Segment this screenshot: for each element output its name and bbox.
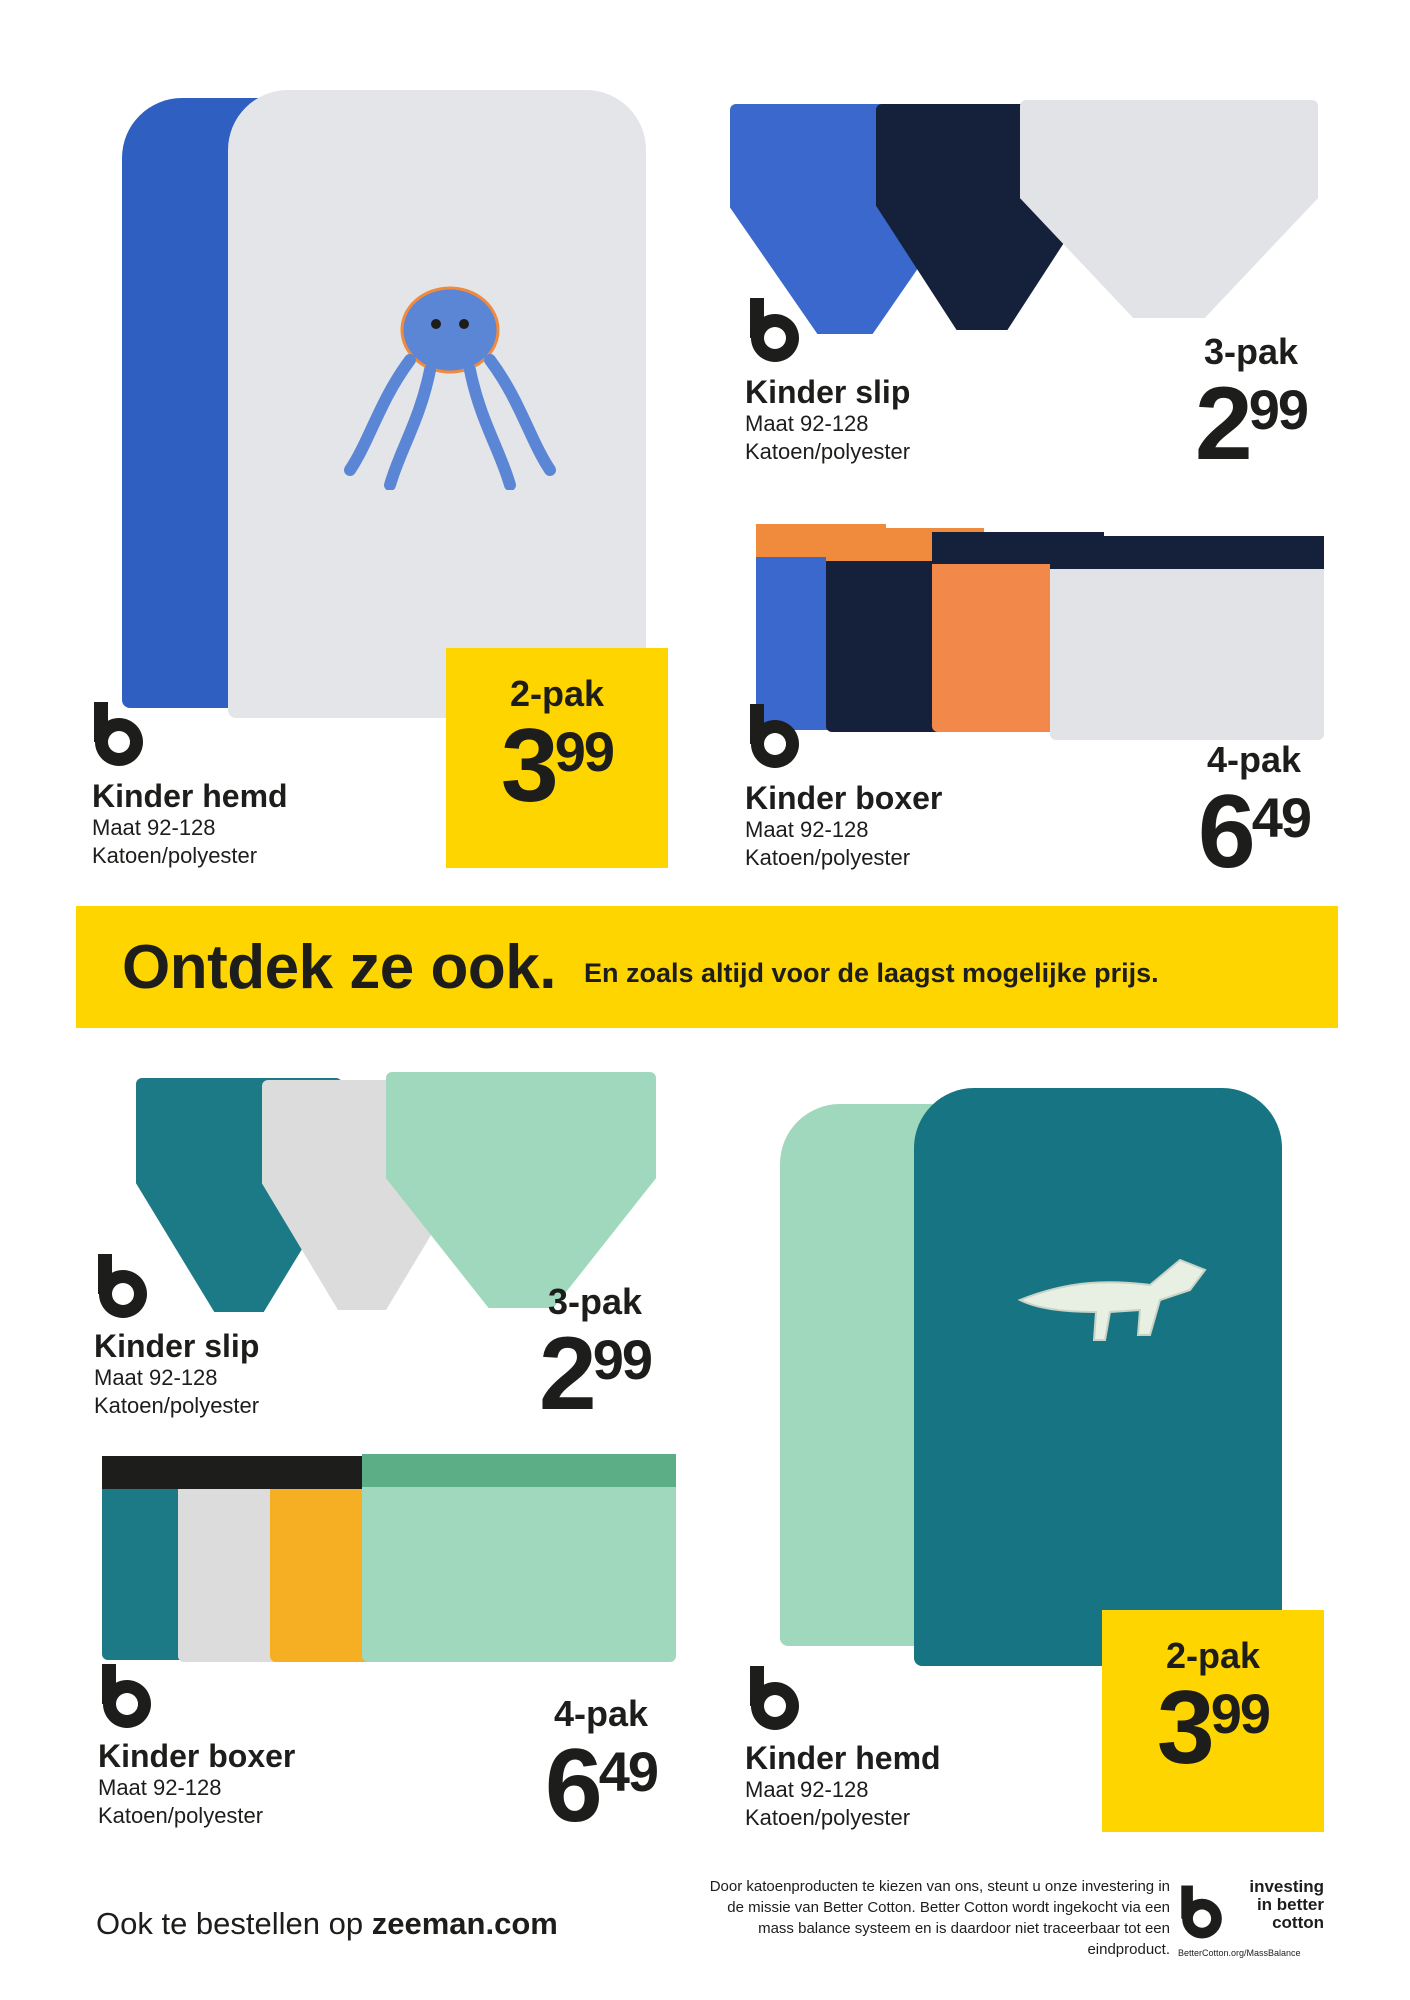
product-info-boxer-dino: [98, 1738, 295, 1830]
pack-size: 3-pak: [547, 1281, 643, 1322]
product-material: Katoen/polyester: [745, 439, 911, 464]
product-size: Maat 92-128: [745, 1777, 869, 1802]
product-name: Kinder slip: [94, 1328, 260, 1364]
product-size: Maat 92-128: [745, 411, 869, 436]
product-material: Katoen/polyester: [745, 845, 911, 870]
better-cotton-logo-icon: [746, 298, 804, 362]
product-size: Maat 92-128: [92, 815, 216, 840]
promo-banner: [76, 906, 1338, 1028]
product-name: Kinder hemd: [745, 1740, 941, 1776]
pack-size: 4-pak: [1206, 739, 1302, 780]
product-name: Kinder boxer: [745, 780, 943, 816]
better-cotton-logo-icon: [90, 702, 148, 766]
pack-size: 3-pak: [1203, 331, 1299, 372]
product-name: Kinder hemd: [92, 778, 288, 814]
product-material: Katoen/polyester: [98, 1803, 264, 1828]
price-tag-slip-ocean: [1176, 331, 1326, 482]
product-material: Katoen/polyester: [92, 843, 258, 868]
better-cotton-logo-icon: [98, 1664, 156, 1728]
product-info-slip-ocean: [745, 374, 910, 466]
pack-size: 4-pak: [553, 1693, 649, 1734]
dinosaur-print: [1010, 1240, 1210, 1350]
price-cents: 99: [554, 720, 614, 783]
price-cents: 99: [592, 1328, 652, 1391]
product-size: Maat 92-128: [94, 1365, 218, 1390]
banner-subline: En zoals altijd voor de laagst mogelijke prijs.: [583, 957, 1159, 988]
price-cents: 49: [1251, 786, 1311, 849]
price-cents: 99: [1210, 1682, 1270, 1745]
product-info-slip-dino: [94, 1328, 259, 1420]
price-cents: 99: [1248, 378, 1308, 441]
price-tag-boxer-dino: [522, 1693, 680, 1844]
order-online-cta: [96, 1906, 558, 1942]
better-cotton-badge: [1178, 1878, 1324, 1960]
badge-url: BetterCotton.org/MassBalance: [1178, 1948, 1301, 1958]
price-euros: 6: [544, 1728, 599, 1844]
price-euros: 2: [538, 1316, 593, 1432]
banner-headline: Ontdek ze ook.: [122, 932, 556, 1002]
product-name: Kinder boxer: [98, 1738, 296, 1774]
price-euros: 2: [1194, 366, 1249, 482]
price-tag-slip-dino: [514, 1281, 676, 1432]
badge-text: investing in better cotton: [1249, 1877, 1324, 1932]
pack-size: 2-pak: [1165, 1635, 1261, 1676]
price-tag-hemd-ocean: [446, 648, 668, 868]
cta-prefix: Ook te bestellen op: [96, 1906, 364, 1941]
octopus-print: [340, 250, 560, 490]
product-size: Maat 92-128: [745, 817, 869, 842]
better-cotton-logo-icon: [94, 1254, 152, 1318]
price-tag-boxer-ocean: [1176, 739, 1332, 890]
product-info-boxer-ocean: [745, 780, 942, 872]
price-cents: 49: [598, 1740, 658, 1803]
better-cotton-logo-icon: [1178, 1884, 1226, 1940]
price-euros: 6: [1197, 774, 1252, 890]
price-euros: 3: [1156, 1670, 1211, 1786]
product-info-hemd-dino: [745, 1740, 941, 1832]
better-cotton-disclaimer: Door katoenproducten te kiezen van ons, steunt u onze investering in de missie van Better Cotton. Better Cotton wordt ingekocht via een mass balance systeem en is daardoor niet traceerbaar tot een eindproduct.: [709, 1878, 1170, 1958]
price-tag-hemd-dino: [1102, 1610, 1324, 1832]
better-cotton-logo-icon: [746, 704, 804, 768]
pack-size: 2-pak: [509, 673, 605, 714]
product-name: Kinder slip: [745, 374, 911, 410]
product-size: Maat 92-128: [98, 1775, 222, 1800]
cta-site-link[interactable]: zeeman.com: [371, 1906, 558, 1941]
product-material: Katoen/polyester: [94, 1393, 260, 1418]
product-info-hemd-ocean: [92, 778, 288, 870]
product-material: Katoen/polyester: [745, 1805, 911, 1830]
better-cotton-logo-icon: [746, 1666, 804, 1730]
price-euros: 3: [500, 708, 555, 824]
